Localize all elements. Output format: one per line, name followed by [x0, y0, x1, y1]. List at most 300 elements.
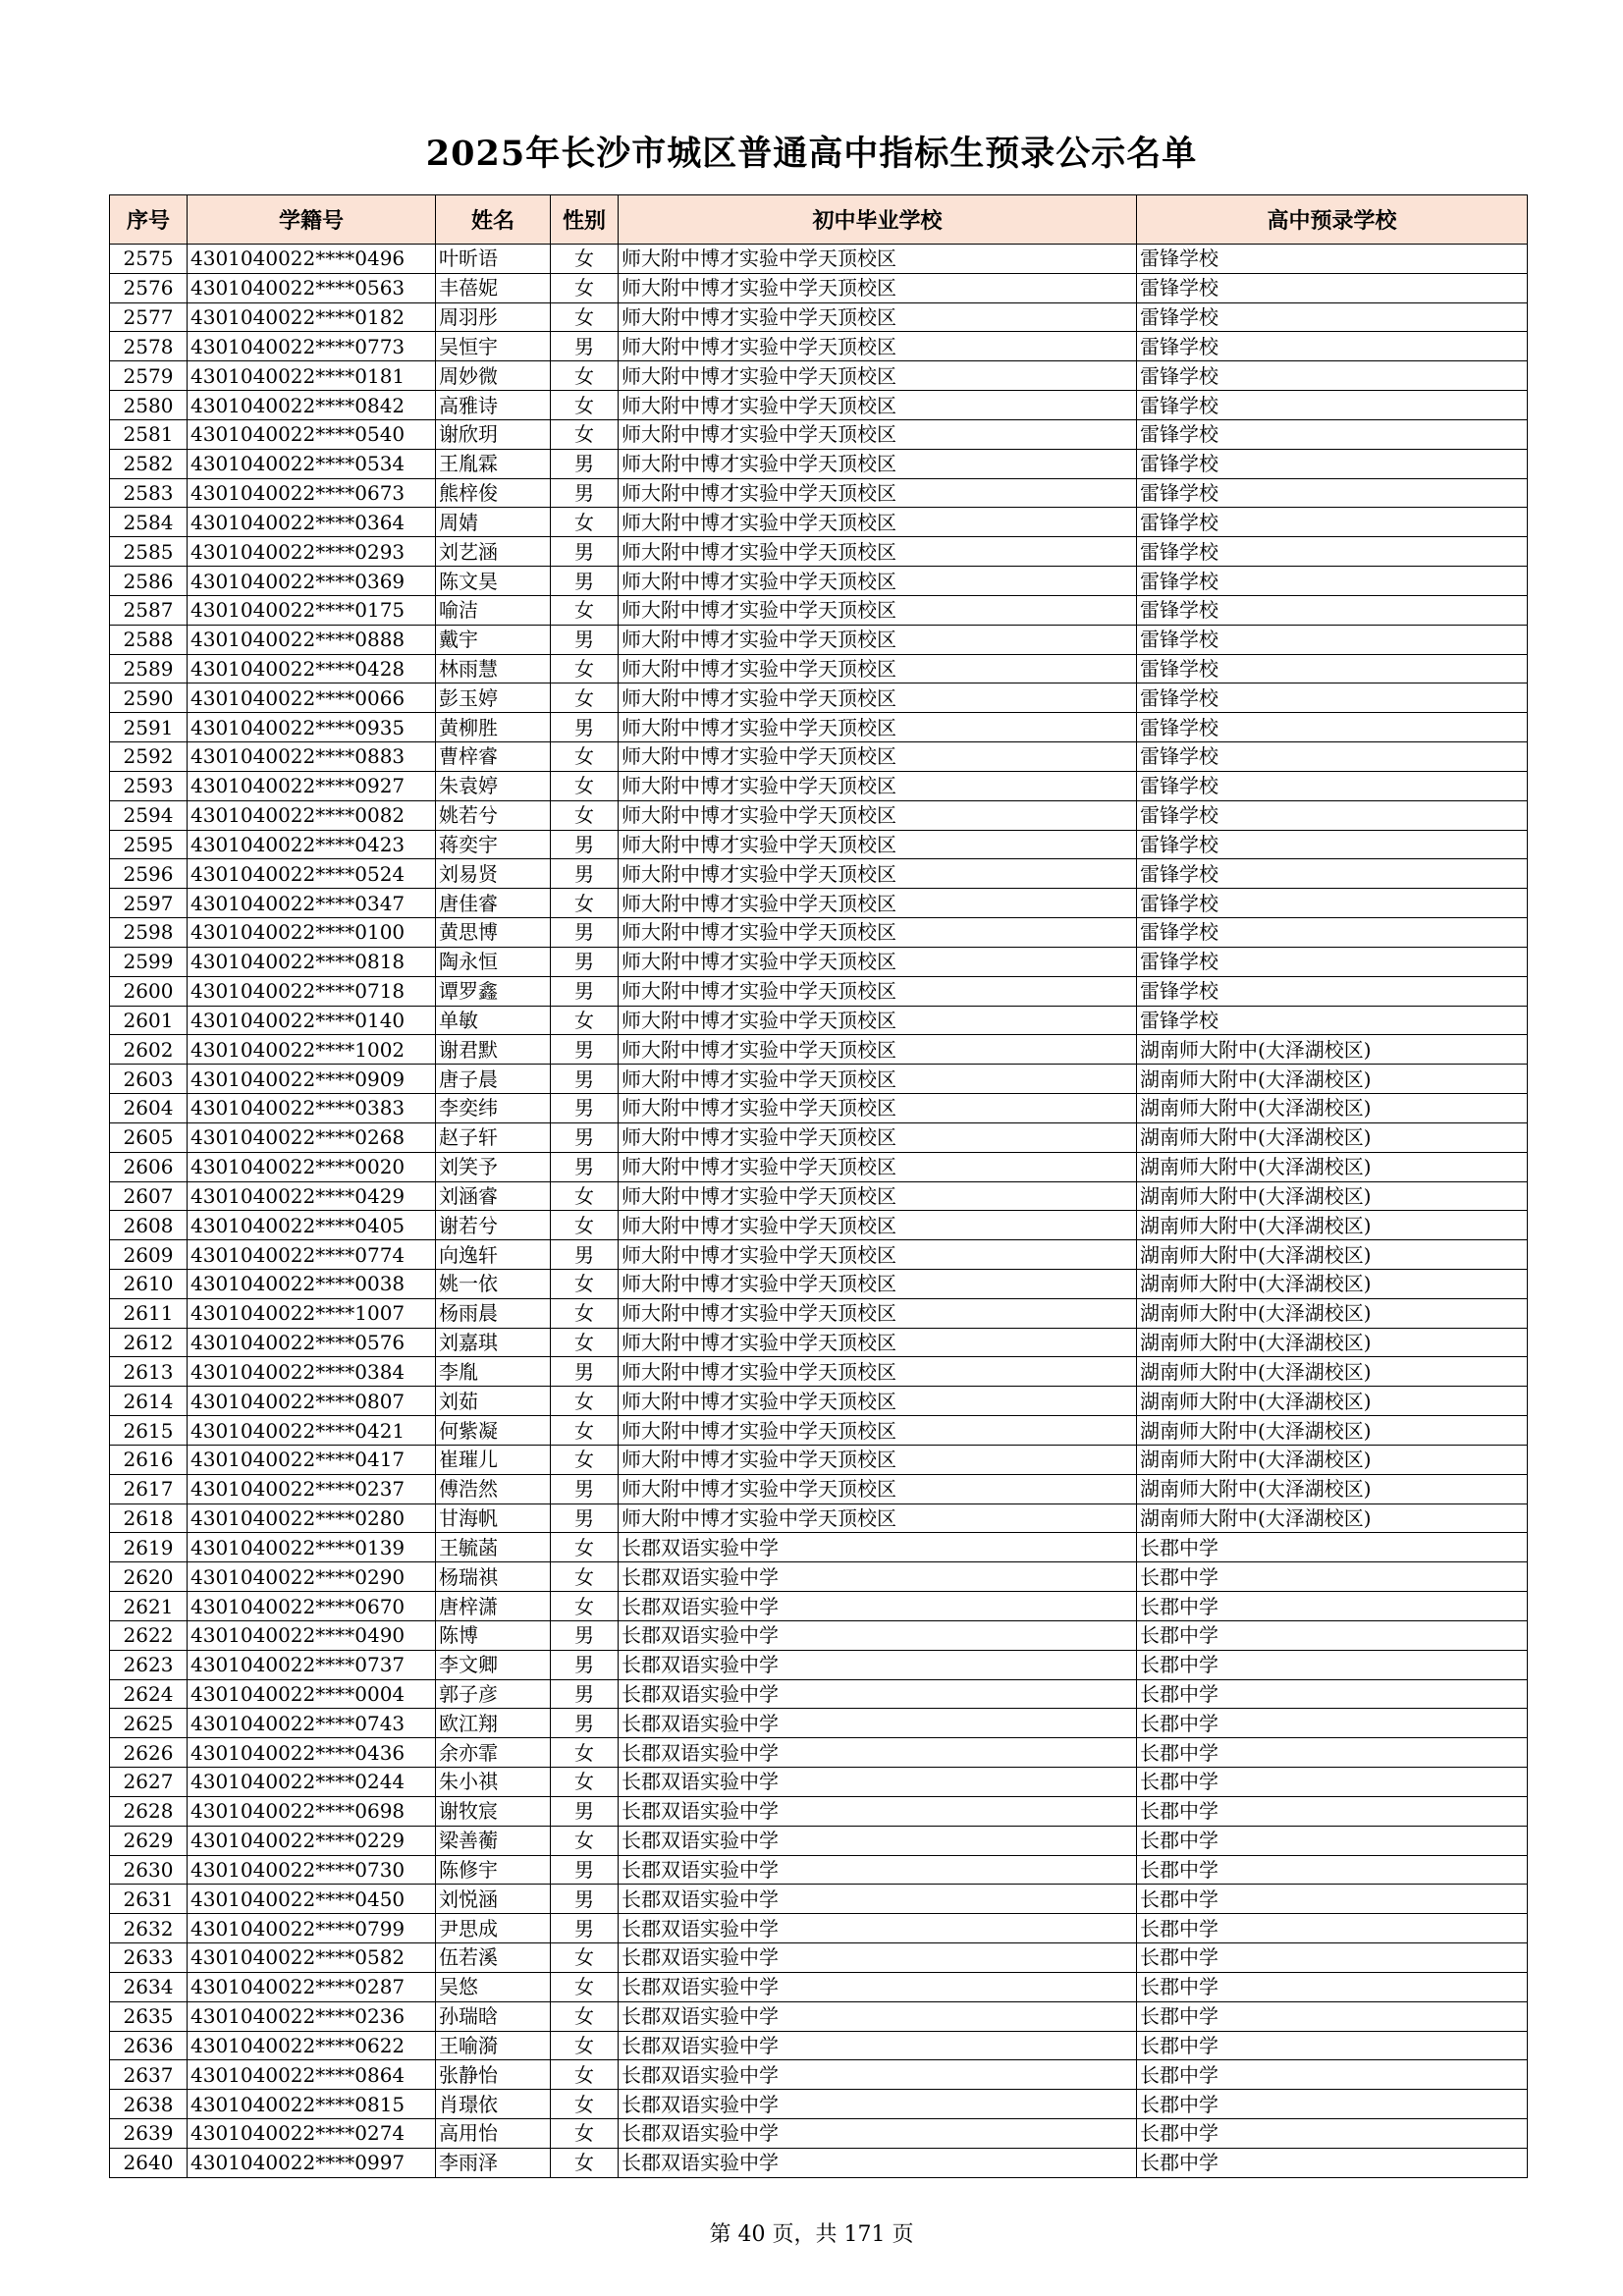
cell-number: 2593	[110, 771, 188, 800]
cell-number: 2581	[110, 419, 188, 449]
cell-high-school: 湖南师大附中(大泽湖校区)	[1137, 1387, 1528, 1416]
cell-gender: 男	[551, 947, 619, 976]
cell-gender: 男	[551, 537, 619, 567]
cell-student-id: 4301040022****0909	[188, 1065, 436, 1094]
cell-middle-school: 师大附中博才实验中学天顶校区	[619, 918, 1137, 948]
table-row	[110, 1503, 1528, 1533]
cell-student-id: 4301040022****0540	[188, 419, 436, 449]
cell-middle-school: 长郡双语实验中学	[619, 1855, 1137, 1885]
cell-student-id: 4301040022****0582	[188, 1943, 436, 1973]
table-row	[110, 1826, 1528, 1855]
cell-student-id: 4301040022****1002	[188, 1035, 436, 1065]
cell-middle-school: 师大附中博才实验中学天顶校区	[619, 889, 1137, 918]
cell-middle-school: 师大附中博才实验中学天顶校区	[619, 478, 1137, 508]
cell-number: 2599	[110, 947, 188, 976]
cell-number: 2608	[110, 1211, 188, 1240]
cell-number: 2639	[110, 2119, 188, 2149]
cell-name: 肖璟依	[436, 2090, 551, 2119]
cell-number: 2612	[110, 1328, 188, 1357]
cell-high-school: 雷锋学校	[1137, 273, 1528, 302]
cell-middle-school: 师大附中博才实验中学天顶校区	[619, 1181, 1137, 1211]
cell-high-school: 长郡中学	[1137, 1972, 1528, 2001]
cell-name: 彭玉婷	[436, 683, 551, 713]
cell-high-school: 湖南师大附中(大泽湖校区)	[1137, 1211, 1528, 1240]
table-row	[110, 1533, 1528, 1562]
cell-middle-school: 师大附中博才实验中学天顶校区	[619, 1122, 1137, 1152]
cell-gender: 女	[551, 1826, 619, 1855]
cell-gender: 男	[551, 1035, 619, 1065]
cell-name: 何紫凝	[436, 1416, 551, 1446]
cell-number: 2624	[110, 1679, 188, 1709]
cell-gender: 男	[551, 1855, 619, 1885]
cell-gender: 男	[551, 1503, 619, 1533]
cell-number: 2607	[110, 1181, 188, 1211]
cell-middle-school: 师大附中博才实验中学天顶校区	[619, 800, 1137, 830]
cell-name: 傅浩然	[436, 1474, 551, 1503]
table-row	[110, 1738, 1528, 1768]
cell-middle-school: 师大附中博才实验中学天顶校区	[619, 537, 1137, 567]
cell-high-school: 雷锋学校	[1137, 771, 1528, 800]
cell-student-id: 4301040022****0773	[188, 332, 436, 361]
cell-number: 2631	[110, 1885, 188, 1914]
cell-student-id: 4301040022****0175	[188, 595, 436, 625]
cell-high-school: 长郡中学	[1137, 2090, 1528, 2119]
cell-name: 周妙微	[436, 361, 551, 391]
cell-gender: 男	[551, 859, 619, 889]
cell-number: 2638	[110, 2090, 188, 2119]
cell-student-id: 4301040022****0066	[188, 683, 436, 713]
cell-number: 2628	[110, 1796, 188, 1826]
cell-name: 杨瑞祺	[436, 1562, 551, 1592]
cell-name: 向逸轩	[436, 1240, 551, 1270]
cell-number: 2618	[110, 1503, 188, 1533]
cell-student-id: 4301040022****0274	[188, 2119, 436, 2149]
cell-high-school: 雷锋学校	[1137, 625, 1528, 654]
table-row	[110, 1006, 1528, 1035]
cell-high-school: 湖南师大附中(大泽湖校区)	[1137, 1094, 1528, 1123]
cell-number: 2575	[110, 245, 188, 274]
cell-middle-school: 师大附中博才实验中学天顶校区	[619, 1503, 1137, 1533]
cell-number: 2596	[110, 859, 188, 889]
cell-gender: 男	[551, 830, 619, 859]
cell-high-school: 雷锋学校	[1137, 918, 1528, 948]
cell-middle-school: 师大附中博才实验中学天顶校区	[619, 625, 1137, 654]
cell-gender: 男	[551, 332, 619, 361]
cell-middle-school: 长郡双语实验中学	[619, 2001, 1137, 2031]
cell-name: 林雨慧	[436, 654, 551, 683]
cell-number: 2640	[110, 2148, 188, 2177]
cell-student-id: 4301040022****0888	[188, 625, 436, 654]
cell-high-school: 长郡中学	[1137, 1650, 1528, 1679]
table-row	[110, 332, 1528, 361]
table-row	[110, 1562, 1528, 1592]
cell-gender: 男	[551, 1122, 619, 1152]
table-row	[110, 449, 1528, 478]
cell-student-id: 4301040022****0490	[188, 1620, 436, 1650]
cell-middle-school: 长郡双语实验中学	[619, 1592, 1137, 1621]
cell-middle-school: 师大附中博才实验中学天顶校区	[619, 1357, 1137, 1387]
cell-number: 2621	[110, 1592, 188, 1621]
cell-number: 2601	[110, 1006, 188, 1035]
cell-middle-school: 师大附中博才实验中学天顶校区	[619, 1269, 1137, 1298]
cell-high-school: 雷锋学校	[1137, 391, 1528, 420]
cell-middle-school: 师大附中博才实验中学天顶校区	[619, 742, 1137, 772]
table-row	[110, 771, 1528, 800]
cell-high-school: 湖南师大附中(大泽湖校区)	[1137, 1240, 1528, 1270]
cell-name: 欧江翔	[436, 1709, 551, 1738]
cell-student-id: 4301040022****0927	[188, 771, 436, 800]
cell-student-id: 4301040022****0423	[188, 830, 436, 859]
cell-student-id: 4301040022****0436	[188, 1738, 436, 1768]
cell-student-id: 4301040022****0718	[188, 976, 436, 1006]
cell-middle-school: 师大附中博才实验中学天顶校区	[619, 1416, 1137, 1446]
cell-gender: 女	[551, 1006, 619, 1035]
cell-number: 2602	[110, 1035, 188, 1065]
cell-middle-school: 长郡双语实验中学	[619, 1709, 1137, 1738]
cell-name: 蒋奕宇	[436, 830, 551, 859]
cell-gender: 女	[551, 1592, 619, 1621]
table-row	[110, 1914, 1528, 1943]
cell-gender: 男	[551, 713, 619, 742]
cell-middle-school: 师大附中博才实验中学天顶校区	[619, 1328, 1137, 1357]
cell-high-school: 长郡中学	[1137, 1885, 1528, 1914]
document-title: 2025年长沙市城区普通高中指标生预录公示名单	[425, 134, 1198, 174]
cell-student-id: 4301040022****0290	[188, 1562, 436, 1592]
cell-high-school: 雷锋学校	[1137, 567, 1528, 596]
table-row	[110, 1592, 1528, 1621]
table-row	[110, 1768, 1528, 1797]
cell-name: 谭罗鑫	[436, 976, 551, 1006]
cell-name: 谢欣玥	[436, 419, 551, 449]
cell-high-school: 湖南师大附中(大泽湖校区)	[1137, 1152, 1528, 1181]
cell-high-school: 雷锋学校	[1137, 332, 1528, 361]
cell-middle-school: 师大附中博才实验中学天顶校区	[619, 595, 1137, 625]
cell-middle-school: 师大附中博才实验中学天顶校区	[619, 508, 1137, 537]
cell-gender: 女	[551, 1533, 619, 1562]
cell-student-id: 4301040022****0842	[188, 391, 436, 420]
cell-middle-school: 长郡双语实验中学	[619, 1796, 1137, 1826]
cell-number: 2591	[110, 713, 188, 742]
cell-gender: 女	[551, 683, 619, 713]
cell-number: 2630	[110, 1855, 188, 1885]
cell-high-school: 长郡中学	[1137, 1679, 1528, 1709]
cell-student-id: 4301040022****0864	[188, 2060, 436, 2090]
cell-high-school: 湖南师大附中(大泽湖校区)	[1137, 1035, 1528, 1065]
cell-student-id: 4301040022****0421	[188, 1416, 436, 1446]
cell-middle-school: 长郡双语实验中学	[619, 1826, 1137, 1855]
cell-student-id: 4301040022****0139	[188, 1533, 436, 1562]
table-row	[110, 2148, 1528, 2177]
cell-high-school: 雷锋学校	[1137, 859, 1528, 889]
cell-gender: 女	[551, 1738, 619, 1768]
cell-middle-school: 师大附中博才实验中学天顶校区	[619, 332, 1137, 361]
cell-high-school: 长郡中学	[1137, 1768, 1528, 1797]
cell-gender: 女	[551, 1387, 619, 1416]
cell-student-id: 4301040022****0450	[188, 1885, 436, 1914]
cell-middle-school: 师大附中博才实验中学天顶校区	[619, 1152, 1137, 1181]
cell-middle-school: 师大附中博才实验中学天顶校区	[619, 1387, 1137, 1416]
cell-high-school: 湖南师大附中(大泽湖校区)	[1137, 1181, 1528, 1211]
cell-student-id: 4301040022****0082	[188, 800, 436, 830]
cell-name: 高用怡	[436, 2119, 551, 2149]
table-row	[110, 1972, 1528, 2001]
table-row	[110, 1065, 1528, 1094]
cell-name: 刘茹	[436, 1387, 551, 1416]
cell-middle-school: 师大附中博才实验中学天顶校区	[619, 654, 1137, 683]
cell-student-id: 4301040022****0268	[188, 1122, 436, 1152]
table-row	[110, 1679, 1528, 1709]
cell-gender: 女	[551, 654, 619, 683]
cell-student-id: 4301040022****0815	[188, 2090, 436, 2119]
cell-high-school: 长郡中学	[1137, 1738, 1528, 1768]
table-row	[110, 713, 1528, 742]
cell-name: 陶永恒	[436, 947, 551, 976]
cell-student-id: 4301040022****0429	[188, 1181, 436, 1211]
cell-name: 张静怡	[436, 2060, 551, 2090]
cell-number: 2614	[110, 1387, 188, 1416]
cell-number: 2585	[110, 537, 188, 567]
cell-high-school: 长郡中学	[1137, 1855, 1528, 1885]
cell-high-school: 雷锋学校	[1137, 478, 1528, 508]
table-row	[110, 1152, 1528, 1181]
cell-name: 叶昕语	[436, 245, 551, 274]
cell-middle-school: 师大附中博才实验中学天顶校区	[619, 302, 1137, 332]
cell-gender: 女	[551, 508, 619, 537]
cell-student-id: 4301040022****0181	[188, 361, 436, 391]
cell-high-school: 长郡中学	[1137, 2148, 1528, 2177]
cell-number: 2636	[110, 2031, 188, 2060]
table-row	[110, 1240, 1528, 1270]
cell-gender: 男	[551, 1679, 619, 1709]
cell-gender: 女	[551, 2148, 619, 2177]
cell-gender: 女	[551, 1181, 619, 1211]
cell-high-school: 长郡中学	[1137, 1562, 1528, 1592]
cell-middle-school: 师大附中博才实验中学天顶校区	[619, 947, 1137, 976]
cell-name: 李文卿	[436, 1650, 551, 1679]
cell-name: 刘艺涵	[436, 537, 551, 567]
cell-student-id: 4301040022****0496	[188, 245, 436, 274]
cell-gender: 女	[551, 361, 619, 391]
cell-high-school: 雷锋学校	[1137, 683, 1528, 713]
table-row	[110, 508, 1528, 537]
cell-student-id: 4301040022****0384	[188, 1357, 436, 1387]
cell-name: 丰蓓妮	[436, 273, 551, 302]
cell-student-id: 4301040022****0935	[188, 713, 436, 742]
cell-name: 王毓菡	[436, 1533, 551, 1562]
cell-gender: 男	[551, 918, 619, 948]
cell-student-id: 4301040022****0622	[188, 2031, 436, 2060]
cell-number: 2576	[110, 273, 188, 302]
cell-student-id: 4301040022****0698	[188, 1796, 436, 1826]
cell-gender: 男	[551, 1709, 619, 1738]
cell-number: 2606	[110, 1152, 188, 1181]
cell-gender: 女	[551, 419, 619, 449]
cell-gender: 女	[551, 2031, 619, 2060]
cell-number: 2586	[110, 567, 188, 596]
cell-gender: 男	[551, 1152, 619, 1181]
admission-roster-table	[109, 194, 1528, 2178]
cell-gender: 女	[551, 1562, 619, 1592]
cell-gender: 女	[551, 1445, 619, 1474]
table-row	[110, 1709, 1528, 1738]
cell-number: 2620	[110, 1562, 188, 1592]
cell-name: 吴悠	[436, 1972, 551, 2001]
cell-name: 唐佳睿	[436, 889, 551, 918]
cell-student-id: 4301040022****0428	[188, 654, 436, 683]
cell-high-school: 雷锋学校	[1137, 245, 1528, 274]
cell-middle-school: 长郡双语实验中学	[619, 2119, 1137, 2149]
cell-middle-school: 长郡双语实验中学	[619, 1620, 1137, 1650]
cell-gender: 男	[551, 567, 619, 596]
cell-student-id: 4301040022****0405	[188, 1211, 436, 1240]
cell-gender: 女	[551, 273, 619, 302]
cell-name: 周羽彤	[436, 302, 551, 332]
cell-gender: 女	[551, 1269, 619, 1298]
cell-name: 黄柳胜	[436, 713, 551, 742]
cell-student-id: 4301040022****0818	[188, 947, 436, 976]
table-row	[110, 625, 1528, 654]
cell-name: 郭子彦	[436, 1679, 551, 1709]
table-row	[110, 1474, 1528, 1503]
cell-middle-school: 师大附中博才实验中学天顶校区	[619, 830, 1137, 859]
cell-number: 2583	[110, 478, 188, 508]
cell-middle-school: 师大附中博才实验中学天顶校区	[619, 1094, 1137, 1123]
cell-middle-school: 师大附中博才实验中学天顶校区	[619, 1445, 1137, 1474]
cell-name: 孙瑞晗	[436, 2001, 551, 2031]
cell-student-id: 4301040022****0997	[188, 2148, 436, 2177]
cell-gender: 男	[551, 1650, 619, 1679]
cell-high-school: 湖南师大附中(大泽湖校区)	[1137, 1357, 1528, 1387]
table-row	[110, 2031, 1528, 2060]
cell-number: 2635	[110, 2001, 188, 2031]
table-row	[110, 1298, 1528, 1328]
table-row	[110, 245, 1528, 274]
cell-student-id: 4301040022****0534	[188, 449, 436, 478]
cell-student-id: 4301040022****0038	[188, 1269, 436, 1298]
cell-number: 2584	[110, 508, 188, 537]
table-row	[110, 419, 1528, 449]
cell-number: 2609	[110, 1240, 188, 1270]
cell-number: 2580	[110, 391, 188, 420]
cell-gender: 女	[551, 1972, 619, 2001]
cell-gender: 女	[551, 800, 619, 830]
cell-name: 熊梓俊	[436, 478, 551, 508]
cell-student-id: 4301040022****0670	[188, 1592, 436, 1621]
cell-name: 刘悦涵	[436, 1885, 551, 1914]
table-row	[110, 889, 1528, 918]
cell-middle-school: 师大附中博才实验中学天顶校区	[619, 713, 1137, 742]
table-row	[110, 2001, 1528, 2031]
cell-middle-school: 师大附中博才实验中学天顶校区	[619, 419, 1137, 449]
cell-high-school: 雷锋学校	[1137, 419, 1528, 449]
cell-middle-school: 师大附中博才实验中学天顶校区	[619, 361, 1137, 391]
cell-gender: 男	[551, 1885, 619, 1914]
column-header-middle-school: 初中毕业学校	[619, 195, 1137, 245]
table-row	[110, 1122, 1528, 1152]
page-number-footer: 第 40 页，共 171 页	[709, 2222, 914, 2247]
cell-name: 曹梓睿	[436, 742, 551, 772]
cell-student-id: 4301040022****1007	[188, 1298, 436, 1328]
cell-high-school: 长郡中学	[1137, 2119, 1528, 2149]
cell-high-school: 雷锋学校	[1137, 1006, 1528, 1035]
cell-student-id: 4301040022****0293	[188, 537, 436, 567]
cell-gender: 女	[551, 595, 619, 625]
cell-middle-school: 长郡双语实验中学	[619, 2060, 1137, 2090]
cell-high-school: 长郡中学	[1137, 1592, 1528, 1621]
cell-middle-school: 长郡双语实验中学	[619, 1914, 1137, 1943]
cell-high-school: 长郡中学	[1137, 1796, 1528, 1826]
cell-gender: 女	[551, 2090, 619, 2119]
cell-name: 尹思成	[436, 1914, 551, 1943]
cell-high-school: 湖南师大附中(大泽湖校区)	[1137, 1122, 1528, 1152]
table-row	[110, 830, 1528, 859]
cell-high-school: 雷锋学校	[1137, 449, 1528, 478]
cell-gender: 女	[551, 2060, 619, 2090]
cell-name: 刘笑予	[436, 1152, 551, 1181]
cell-name: 喻洁	[436, 595, 551, 625]
cell-student-id: 4301040022****0140	[188, 1006, 436, 1035]
cell-name: 崔璀儿	[436, 1445, 551, 1474]
table-row	[110, 1094, 1528, 1123]
cell-middle-school: 师大附中博才实验中学天顶校区	[619, 1065, 1137, 1094]
table-body	[110, 245, 1528, 2178]
cell-high-school: 长郡中学	[1137, 2060, 1528, 2090]
cell-gender: 女	[551, 1328, 619, 1357]
cell-high-school: 长郡中学	[1137, 2001, 1528, 2031]
cell-middle-school: 长郡双语实验中学	[619, 2090, 1137, 2119]
cell-number: 2605	[110, 1122, 188, 1152]
cell-name: 李雨泽	[436, 2148, 551, 2177]
cell-number: 2587	[110, 595, 188, 625]
cell-high-school: 雷锋学校	[1137, 508, 1528, 537]
cell-name: 甘海帆	[436, 1503, 551, 1533]
cell-name: 刘易贤	[436, 859, 551, 889]
cell-middle-school: 师大附中博才实验中学天顶校区	[619, 771, 1137, 800]
table-row	[110, 273, 1528, 302]
cell-name: 陈修宇	[436, 1855, 551, 1885]
cell-student-id: 4301040022****0524	[188, 859, 436, 889]
cell-high-school: 雷锋学校	[1137, 800, 1528, 830]
cell-number: 2610	[110, 1269, 188, 1298]
table-row	[110, 742, 1528, 772]
cell-student-id: 4301040022****0737	[188, 1650, 436, 1679]
table-row	[110, 1650, 1528, 1679]
table-row	[110, 859, 1528, 889]
cell-name: 唐子晨	[436, 1065, 551, 1094]
cell-number: 2592	[110, 742, 188, 772]
cell-gender: 男	[551, 449, 619, 478]
cell-number: 2619	[110, 1533, 188, 1562]
table-row	[110, 1211, 1528, 1240]
cell-middle-school: 师大附中博才实验中学天顶校区	[619, 567, 1137, 596]
cell-middle-school: 长郡双语实验中学	[619, 1972, 1137, 2001]
table-row	[110, 1416, 1528, 1446]
table-row	[110, 391, 1528, 420]
cell-number: 2634	[110, 1972, 188, 2001]
cell-gender: 男	[551, 1796, 619, 1826]
cell-number: 2637	[110, 2060, 188, 2090]
cell-middle-school: 师大附中博才实验中学天顶校区	[619, 1211, 1137, 1240]
cell-student-id: 4301040022****0799	[188, 1914, 436, 1943]
cell-high-school: 雷锋学校	[1137, 361, 1528, 391]
cell-name: 姚一依	[436, 1269, 551, 1298]
cell-middle-school: 长郡双语实验中学	[619, 1650, 1137, 1679]
cell-gender: 女	[551, 2001, 619, 2031]
cell-name: 姚若兮	[436, 800, 551, 830]
cell-student-id: 4301040022****0774	[188, 1240, 436, 1270]
table-row	[110, 918, 1528, 948]
cell-high-school: 湖南师大附中(大泽湖校区)	[1137, 1298, 1528, 1328]
